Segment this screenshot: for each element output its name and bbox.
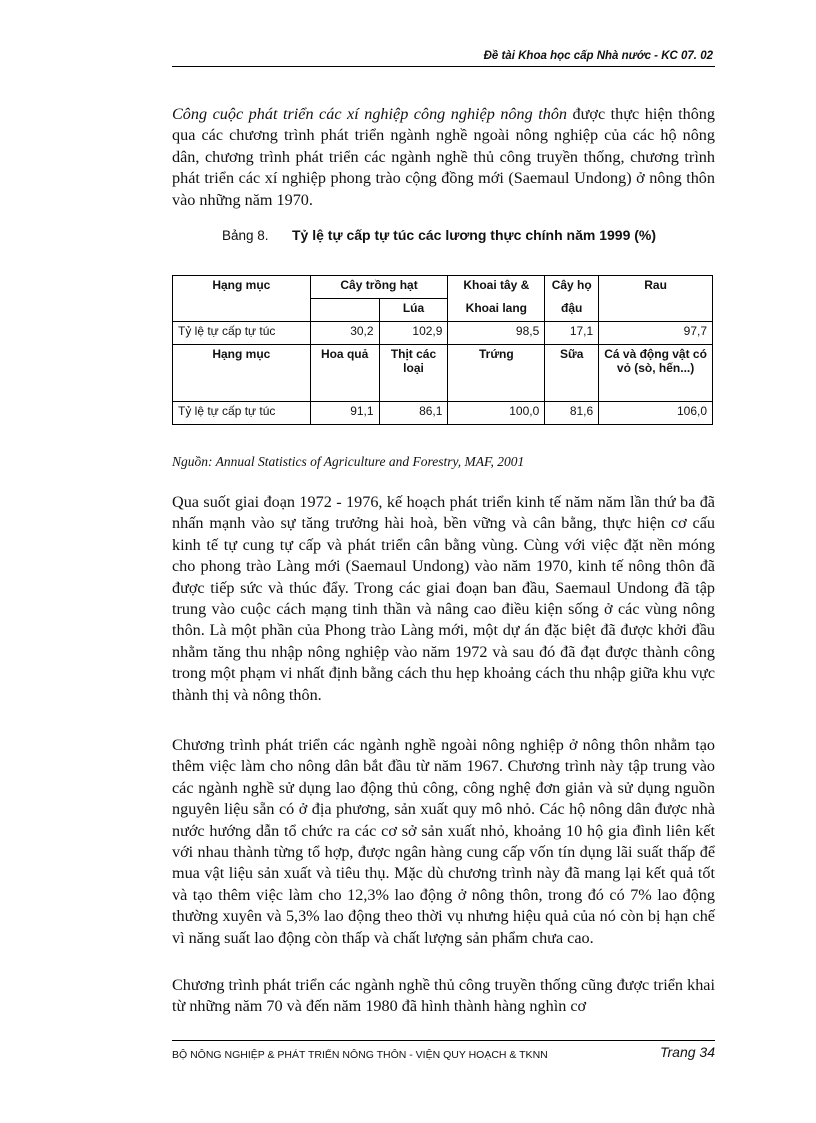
self-sufficiency-table — [172, 275, 713, 425]
paragraph-nonfarm-program: Chương trình phát triển các ngành nghề ngoài nông nghiệp ở nông thôn nhằm tạo thêm việc làm cho nông dân bắt đầu từ năm 1967. Chương trình này tập trung vào các ngành nghề sử dụng lao động thủ công, công nghệ đơn giản và sử dụng nguồn nguyên liệu sẵn có ở địa phương, sản xuất quy mô nhỏ. Các hộ nông dân được nhà nước hướng dẫn tổ chức ra các cơ sở sản xuất nhỏ, khoảng 10 hộ gia đình liên kết với nhau thành từng tổ hợp, được ngân hàng cung cấp vốn tín dụng lãi suất thấp để mua vật liệu sản xuất và tiêu thụ. Mặc dù chương trình này đã mang lại kết quả tốt và tạo thêm việc làm cho 12,3% lao động ở nông thôn, trong đó có 7% lao động thường xuyên và 5,3% lao động theo thời vụ nhưng hiệu quả của nó còn bị hạn chế vì năng suất lao động còn thấp và chất lượng sản phẩm chưa cao. — [172, 736, 715, 947]
row2-fruit: 91,1 — [310, 402, 379, 425]
header-rice: Lúa — [379, 299, 448, 322]
table-row — [173, 322, 713, 345]
paragraph-traditional-crafts: Chương trình phát triển các ngành nghề thủ công truyền thống cũng được triển khai từ những năm 70 và đến năm 1980 đã hình thành hàng nghìn cơ — [172, 976, 715, 1016]
table-caption-label: Bảng 8. — [222, 228, 269, 243]
page-header — [172, 44, 715, 67]
row1-potato: 98,5 — [448, 322, 545, 345]
table-header-row — [173, 276, 713, 299]
header-potato-line2: Khoai lang — [448, 299, 545, 322]
header2-category: Hạng mục — [173, 345, 311, 402]
header2-meat: Thịt các loại — [379, 345, 448, 402]
intro-paragraph — [172, 104, 715, 211]
header-veg-cont — [599, 299, 713, 322]
paragraph-saemaul: Qua suốt giai đoạn 1972 - 1976, kế hoạch phát triển kinh tế năm năm lần thứ ba đã nhấn mạnh vào sự tăng trưởng hài hoà, bền vững và cân bằng, thực hiện cơ cấu kinh tế tự cung tự cấp và phát triển cân bằng vùng. Cùng với việc đặt nền móng cho phong trào Làng mới (Saemaul Undong) vào năm 1970, kinh tế nông thôn đã được tiếp sức và thúc đẩy. Trong các giai đoạn ban đầu, Saemaul Undong đã tập trung vào cuộc cách mạng tinh thần và nâng cao điều kiện sống ở các vùng nông thôn. Là một phần của Phong trào Làng mới, một dự án đặc biệt đã được khởi đầu nhằm tăng thu nhập nông nghiệp vào năm 1972 và sau đó đã đạt được thành công trong một phạm vi nhất định bằng cách thu hẹp khoảng cách thu nhập giữa khu vực thành thị và nông thôn. — [172, 493, 715, 704]
row2-eggs: 100,0 — [448, 402, 545, 425]
table-header-row-3 — [173, 345, 713, 402]
row1-label: Tỷ lệ tự cấp tự túc — [173, 322, 311, 345]
row1-rice: 102,9 — [379, 322, 448, 345]
header2-fish: Cá và động vật có vỏ (sò, hến...) — [599, 345, 713, 402]
header-potato-line1: Khoai tây & — [448, 276, 545, 299]
header-category: Hạng mục — [173, 276, 311, 299]
row2-fish: 106,0 — [599, 402, 713, 425]
header2-milk: Sữa — [545, 345, 599, 402]
header2-fruit: Hoa quả — [310, 345, 379, 402]
row2-label: Tỷ lệ tự cấp tự túc — [173, 402, 311, 425]
row2-milk: 81,6 — [545, 402, 599, 425]
table-caption-title: Tỷ lệ tự cấp tự túc các lương thực chính năm 1999 (%) — [292, 227, 657, 243]
intro-italic-lead: Công cuộc phát triển các xí nghiệp công nghiệp nông thôn — [172, 105, 568, 123]
table-caption — [222, 227, 656, 243]
table-header-row-2 — [173, 299, 713, 322]
footer-org: BỘ NÔNG NGHIỆP & PHÁT TRIỂN NÔNG THÔN - VIỆN QUY HOẠCH & TKNN — [172, 1049, 548, 1061]
header-legume-line1: Cây họ — [545, 276, 599, 299]
page-footer — [172, 1040, 715, 1071]
row1-veg: 97,7 — [599, 322, 713, 345]
intro-rest: được thực hiện thông qua các chương trình phát triển ngành nghề ngoài nông nghiệp của các hộ nông dân, chương trình phát triển các ngành nghề thủ công truyền thống, chương trình phát triển các xí nghiệp phong trào cộng đồng mới (Saemaul Undong) ở nông thôn vào những năm 1970. — [172, 105, 715, 209]
header-grain-sub-empty — [310, 299, 379, 322]
header2-eggs: Trứng — [448, 345, 545, 402]
header-title: Đề tài Khoa học cấp Nhà nước - KC 07. 02 — [483, 50, 713, 62]
header-category-cont — [173, 299, 311, 322]
page-number: Trang 34 — [660, 1044, 715, 1060]
header-grain: Cây trồng hạt — [310, 276, 448, 299]
table-source: Nguồn: Annual Statistics of Agriculture and Forestry, MAF, 2001 — [172, 454, 525, 469]
header-veg: Rau — [599, 276, 713, 299]
header-legume-line2: đậu — [545, 299, 599, 322]
row1-legume: 17,1 — [545, 322, 599, 345]
table-row — [173, 402, 713, 425]
row2-meat: 86,1 — [379, 402, 448, 425]
row1-grain: 30,2 — [310, 322, 379, 345]
